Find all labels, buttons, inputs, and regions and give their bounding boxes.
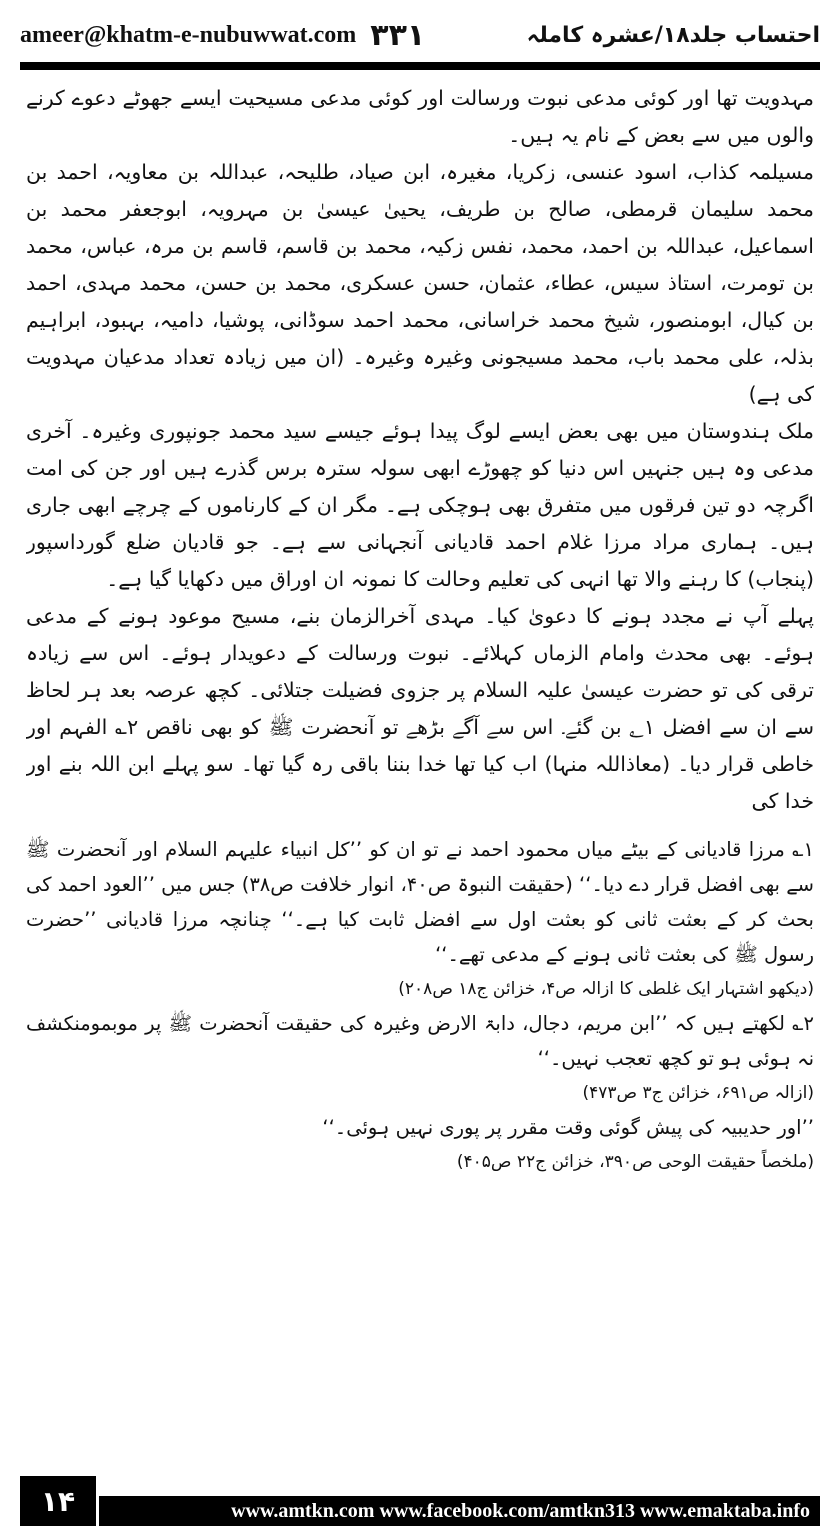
footer-url-bar <box>20 1496 820 1526</box>
paragraph-2: مسیلمہ کذاب، اسود عنسی، زکریا، مغیرہ، ابن صیاد، طلیحہ، عبداللہ بن معاویہ، احمد بن محمد سلیمان قرمطی، صالح بن طریف، یحییٰ عیسیٰ بن مہرویہ، ابوجعفر محمد بن اسماعیل، عبداللہ بن احمد، محمد، نفس زکیہ، محمد بن قاسم، قاسم بن مرہ، عباس، محمد بن تومرت، استاذ سیس، عطاء، عثمان، حسن عسکری، محمد بن حسن، محمد مہدی، احمد بن کیال، ابومنصور، شیخ محمد خراسانی، محمد احمد سوڈانی، پوشیا، دامیہ، بہبود، ابراہیم بذلہ، علی محمد باب، محمد مسیجونی وغیرہ وغیرہ۔ (ان میں زیادہ تعداد مدعیان مہدویت کی ہے) <box>26 160 814 406</box>
paragraph-3: ملک ہندوستان میں بھی بعض ایسے لوگ پیدا ہوئے جیسے سید محمد جونپوری وغیرہ۔ آخری مدعی وہ ہیں جنہیں اس دنیا کو چھوڑے ابھی سولہ سترہ برس گذرے ہیں اور جن کی امت اگرچہ دو تین فرقوں میں متفرق بھی ہوچکی ہے۔ مگر ان کے کارناموں کے چرچے ابھی جاری ہیں۔ ہماری مراد مرزا غلام احمد قادیانی آنجہانی سے ہے۔ جو قادیان ضلع گورداسپور (پنجاب) کا رہنے والا تھا انہی کی تعلیم وحالت کا نمونہ ان اوراق میں دکھایا گیا ہے۔ <box>26 419 814 591</box>
header-email: ameer@khatm-e-nubuwwat.com <box>20 21 357 48</box>
footnote-3-reference: (ملخصاً حقیقت الوحی ص۳۹۰، خزائن ج۲۲ ص۴۰۵) <box>456 1152 814 1172</box>
footnote-1-reference: (دیکھو اشتہار ایک غلطی کا ازالہ ص۴، خزائن ج۱۸ ص۲۰۸) <box>398 979 814 999</box>
header-left <box>20 18 425 53</box>
footnote-3: ’’اور حدیبیہ کی پیش گوئی وقت مقرر پر پوری نہیں ہوئی۔‘‘ <box>322 1116 814 1139</box>
section-gap <box>26 820 814 832</box>
paragraph-1: مہدویت تھا اور کوئی مدعی نبوت ورسالت اور کوئی مدعی مسیحیت ایسے جھوٹے دعوے کرنے والوں میں سے بعض کے نام یہ ہیں۔ <box>26 86 814 147</box>
page-footer <box>20 1476 820 1532</box>
page-content <box>26 80 814 1460</box>
footnote-1: ۱؎ مرزا قادیانی کے بیٹے میاں محمود احمد نے تو ان کو ’’کل انبیاء علیہم السلام اور آنحضرت ﷺ سے بھی افضل قرار دے دیا۔‘‘ (حقیقت النبوۃ ص۴۰، انوار خلافت ص۳۸) جس میں ’’العود احمد کی بحث کر کے بعثت ثانی کو بعثت اول سے افضل ثابت کیا ہے۔‘‘ چنانچہ مرزا قادیانی ’’حضرت رسول ﷺ کی بعثت ثانی ہونے کے مدعی تھے۔‘‘ <box>26 838 814 966</box>
footer-page-number: ۱۴ <box>20 1476 99 1526</box>
header-book-title: احتساب جلد۱۸/عشرہ کاملہ <box>526 22 820 48</box>
footnote-2-reference: (ازالہ ص۶۹۱، خزائن ج۳ ص۴۷۳) <box>582 1083 814 1103</box>
header-page-number: ۳۳۱ <box>370 17 426 53</box>
header-divider <box>20 62 820 70</box>
paragraph-4: پہلے آپ نے مجدد ہونے کا دعویٰ کیا۔ مہدی آخرالزمان بنے، مسیح موعود ہونے کے مدعی ہوئے۔ بھی محدث وامام الزماں کہلائے۔ نبوت ورسالت کے دعویدار ہوئے۔ اس سے زیادہ ترقی کی تو حضرت عیسیٰ علیہ السلام پر جزوی فضیلت جتلائی۔ کچھ عرصہ بعد ہر لحاظ سے ان سے افضل ۱؎ بن گئے۔ اس سے آگے بڑھے تو آنحضرت ﷺ کو بھی ناقص ۲؎ الفہم اور خاطی قرار دیا۔ (معاذاللہ منہا) اب کیا تھا خدا بننا باقی رہ گیا تھا۔ سو پہلے ابن اللہ بنے اور خدا کی <box>26 604 814 813</box>
footer-urls: www.amtkn.com www.facebook.com/amtkn313 www.emaktaba.info <box>231 1499 810 1522</box>
footnote-2: ۲؎ لکھتے ہیں کہ ’’ابن مریم، دجال، دابۃ الارض وغیرہ کی حقیقت آنحضرت ﷺ پر موبمومنکشف نہ ہوئی ہو تو کچھ تعجب نہیں۔‘‘ <box>26 1012 814 1070</box>
page-header <box>20 10 820 60</box>
